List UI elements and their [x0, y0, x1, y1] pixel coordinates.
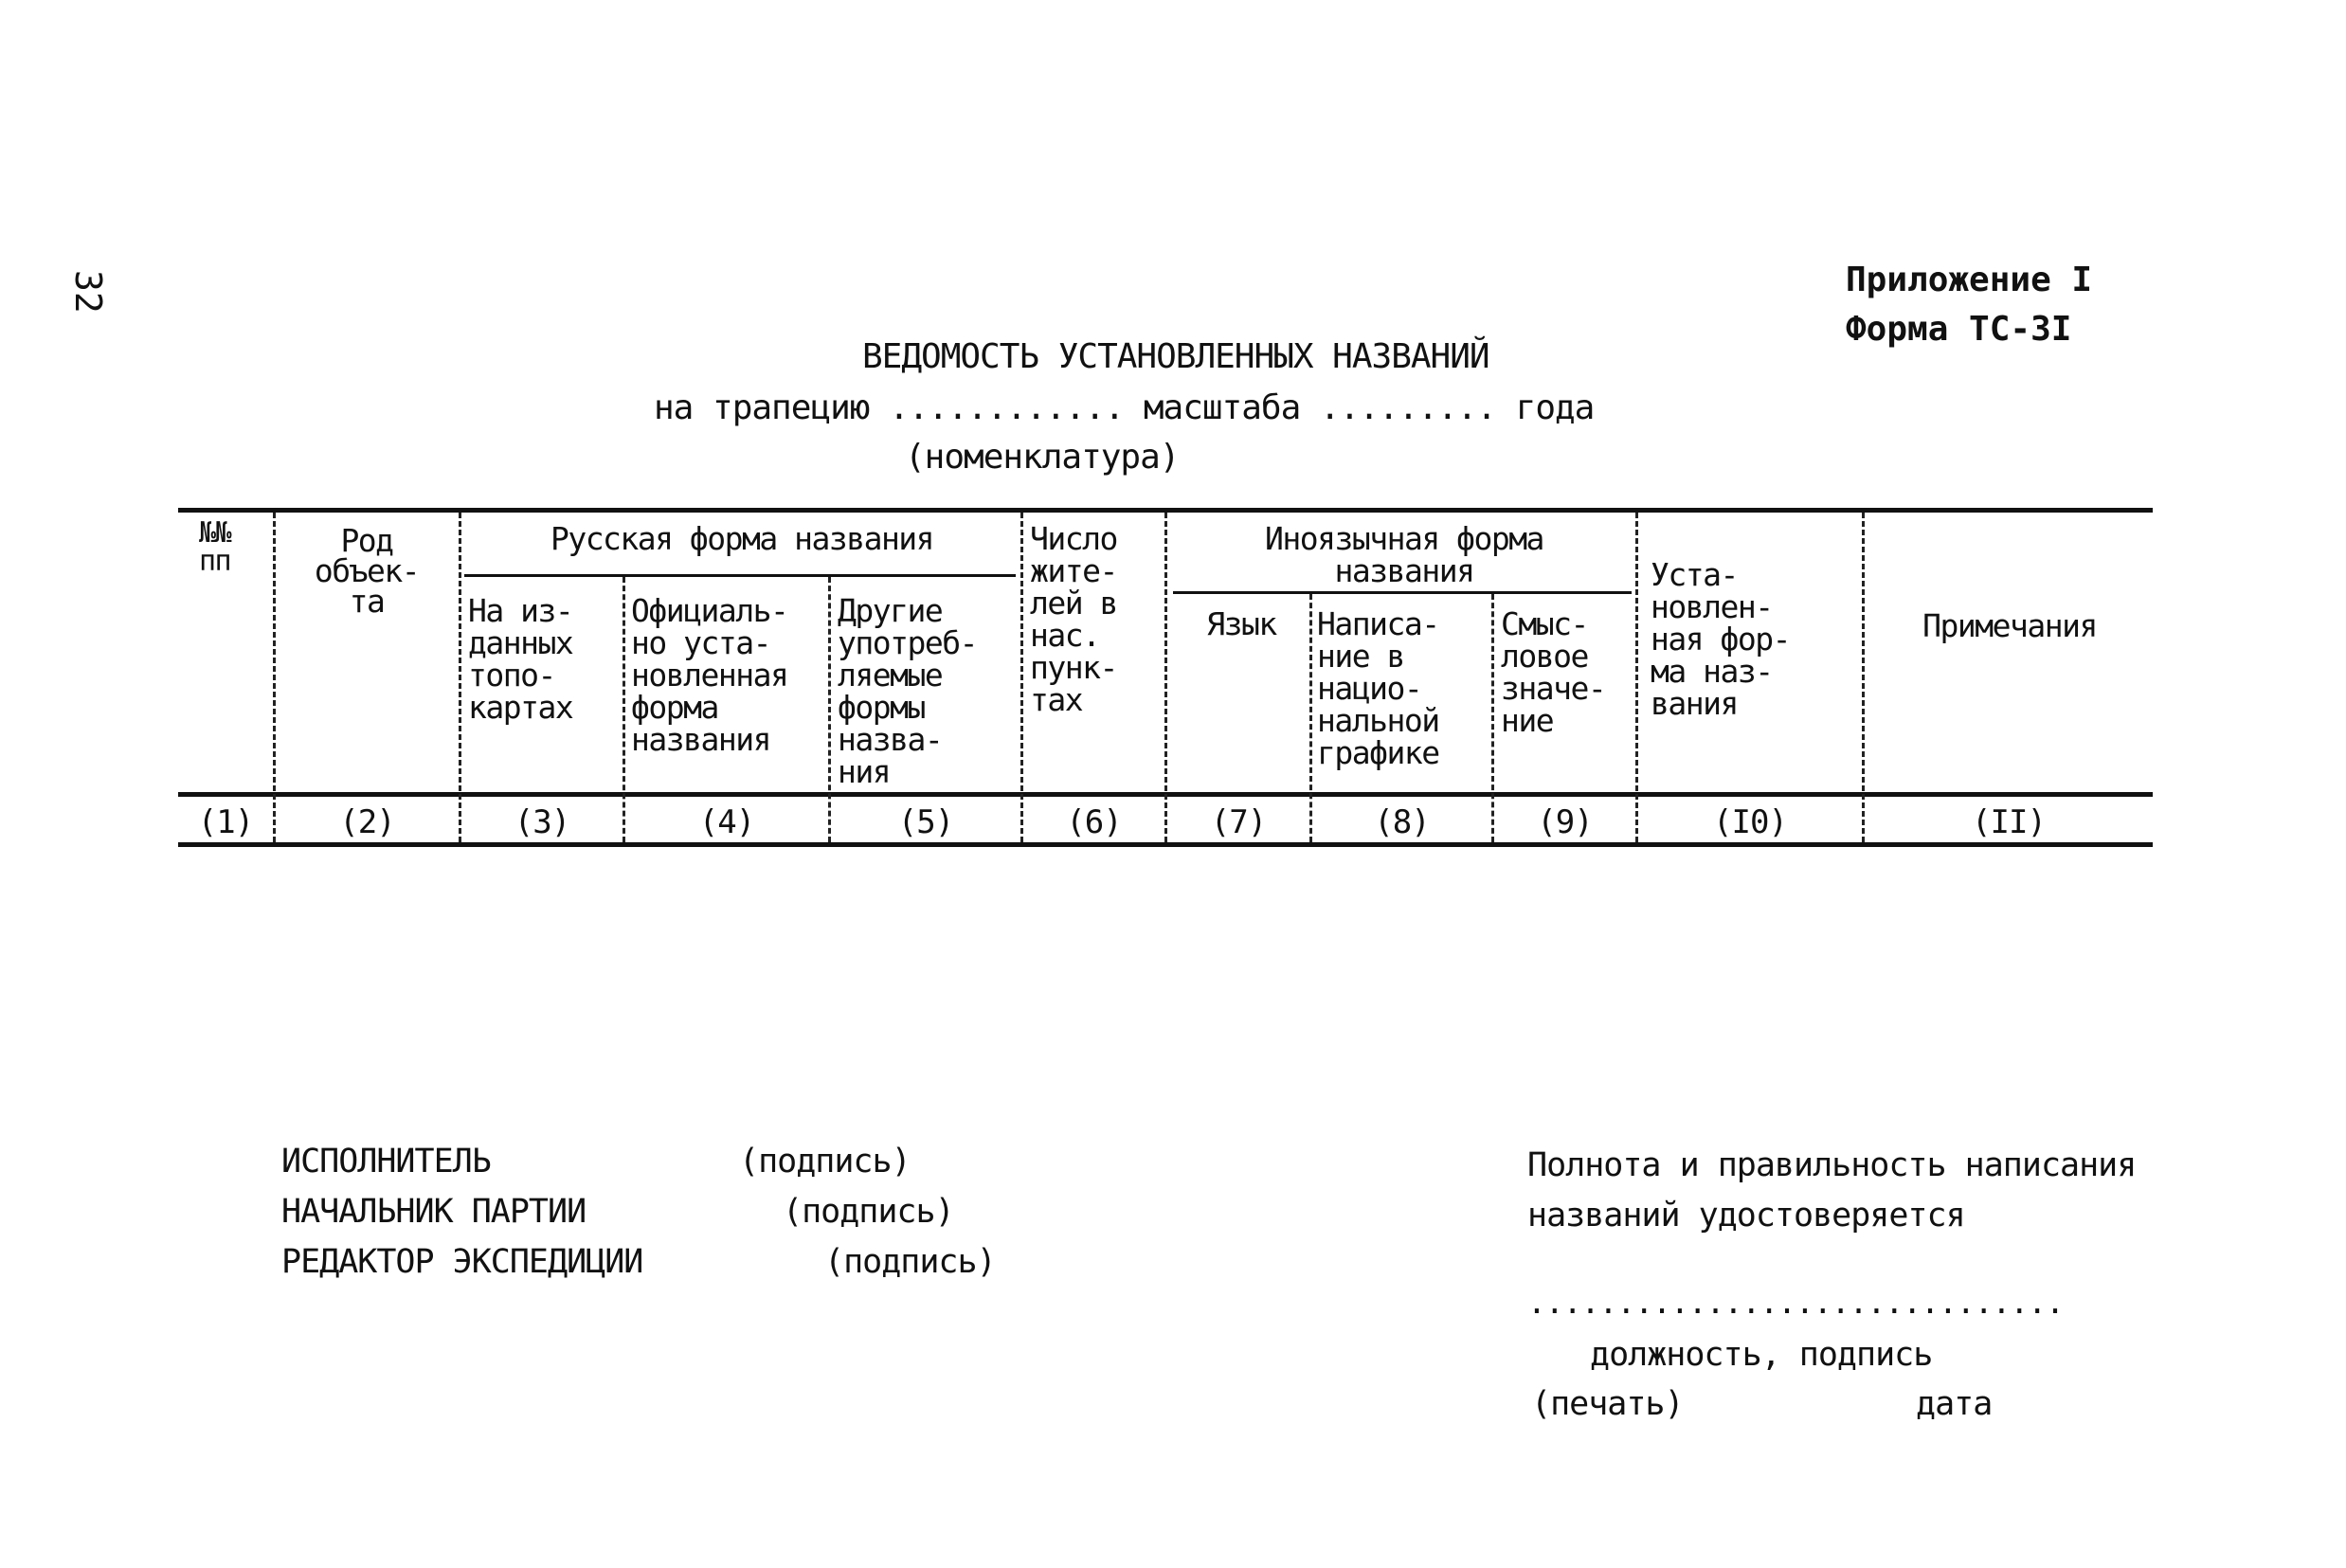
column-number: (3): [514, 803, 570, 841]
header-russian-group: Русская форма названия: [550, 520, 934, 557]
header-national-script: Написа- ние в нацио- нальной графике: [1317, 605, 1439, 771]
document-title: ВЕДОМОСТЬ УСТАНОВЛЕННЫХ НАЗВАНИЙ: [862, 337, 1489, 376]
signature-editor-label: РЕДАКТОР ЭКСПЕДИЦИИ: [281, 1243, 643, 1281]
signature-executor-field: (подпись): [739, 1143, 911, 1181]
certification-signature-dots: ..............................: [1527, 1284, 2065, 1321]
header-established-form: Уста- новлен- ная фор- ма наз- вания: [1651, 556, 1790, 722]
appendix-line-2: Форма ТС-3I: [1846, 310, 2072, 349]
header-official-form: Официаль- но уста- новленная форма названия: [631, 592, 788, 758]
header-notes: Примечания: [1922, 607, 2097, 644]
header-foreign-group: Иноязычная форма названия: [1265, 520, 1543, 589]
column-divider: [1862, 513, 1865, 842]
header-topomaps: На из- данных топо- картах: [468, 592, 573, 726]
column-divider: [1635, 513, 1638, 842]
signature-editor-field: (подпись): [824, 1243, 996, 1281]
certification-line-2: названий удостоверяется: [1527, 1197, 1965, 1235]
signature-party-chief-field: (подпись): [783, 1193, 954, 1231]
column-number: (2): [339, 803, 395, 841]
russian-group-rule: [464, 574, 1016, 577]
column-number: (8): [1374, 803, 1430, 841]
nomenclature-caption: (номенклатура): [905, 438, 1180, 477]
header-other-forms: Другие употреб- ляемые формы назва- ния: [838, 592, 977, 790]
header-object-type: Род объек- та: [314, 522, 420, 620]
certification-line-1: Полнота и правильность написания: [1527, 1146, 2137, 1184]
column-number: (4): [698, 803, 755, 841]
foreign-group-rule: [1173, 591, 1632, 594]
certification-position-signature: должность, подпись: [1590, 1336, 1933, 1374]
document-subtitle: на трапецию ............ масштаба ......... года: [654, 388, 1595, 427]
certification-seal: (печать): [1531, 1385, 1684, 1423]
column-number: (6): [1066, 803, 1122, 841]
header-language: Язык: [1206, 605, 1276, 642]
column-divider: [459, 513, 461, 842]
column-number: (1): [197, 803, 254, 841]
column-divider: [1020, 513, 1023, 842]
column-number: (9): [1537, 803, 1593, 841]
certification-date: дата: [1916, 1385, 1993, 1423]
header-meaning: Смыс- ловое значе- ние: [1501, 605, 1606, 739]
header-population: Число жите- лей в нас. пунк- тах: [1030, 520, 1117, 718]
column-divider: [273, 513, 276, 842]
column-number: (5): [897, 803, 954, 841]
column-number: (I0): [1713, 803, 1787, 841]
appendix-line-1: Приложение I: [1846, 261, 2093, 299]
column-divider: [828, 577, 831, 842]
header-row-number: №№ пп: [199, 516, 231, 578]
table-bottom-rule: [178, 842, 2153, 847]
appendix-label: [1846, 256, 2092, 354]
column-divider: [623, 577, 625, 842]
column-divider: [1164, 513, 1167, 842]
signature-executor-label: ИСПОЛНИТЕЛЬ: [281, 1143, 491, 1181]
column-number: (II): [1972, 803, 2046, 841]
column-number: (7): [1210, 803, 1267, 841]
signature-party-chief-label: НАЧАЛЬНИК ПАРТИИ: [281, 1193, 586, 1231]
page-number: 32: [67, 270, 109, 314]
